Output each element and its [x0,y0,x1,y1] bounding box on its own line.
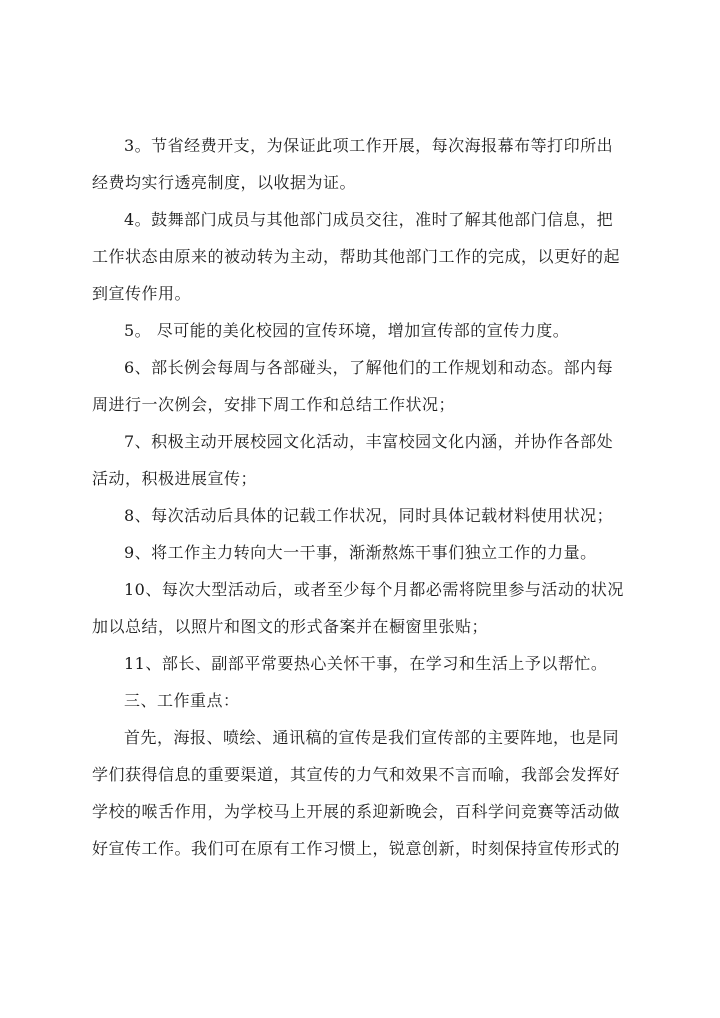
paragraph-line: 3。节省经费开支，为保证此项工作开展，每次海报幕布等打印所出 [124,136,614,155]
paragraph-line: 活动，积极进展宣传； [92,469,258,488]
paragraph-item-11 [92,645,632,682]
document-body [92,127,632,867]
paragraph-line: 工作状态由原来的被动转为主动，帮助其他部门工作的完成，以更好的起 [92,247,621,266]
paragraph-line: 学校的喉舌作用，为学校马上开展的系迎新晚会，百科学问竞赛等活动做 [92,802,621,821]
paragraph-item-7 [92,423,632,497]
paragraph-item-9 [92,534,632,571]
paragraph-line: 7、积极主动开展校园文化活动，丰富校园文化内涵，并协作各部处 [124,432,614,451]
paragraph-line: 经费均实行透亮制度，以收据为证。 [92,173,357,192]
section-heading-work-focus [92,682,632,719]
paragraph-line: 6、部长例会每周与各部碰头，了解他们的工作规划和动态。部内每 [124,358,614,377]
section-heading-text: 三、工作重点： [124,691,240,710]
paragraph-line: 11、部长、副部平常要热心关怀干事，在学习和生活上予以帮忙。 [124,654,608,673]
paragraph-item-5 [92,312,632,349]
paragraph-line: 5。 尽可能的美化校园的宣传环境，增加宣传部的宣传力度。 [124,321,570,340]
paragraph-item-3 [92,127,632,201]
paragraph-line: 好宣传工作。我们可在原有工作习惯上，锐意创新，时刻保持宣传形式的 [92,839,621,858]
paragraph-line: 学们获得信息的重要渠道，其宣传的力气和效果不言而喻，我部会发挥好 [92,765,621,784]
paragraph-work-focus [92,719,632,867]
paragraph-line: 8、每次活动后具体的记载工作状况，同时具体记载材料使用状况； [124,506,614,525]
paragraph-item-8 [92,497,632,534]
paragraph-line: 首先，海报、喷绘、通讯稿的宣传是我们宣传部的主要阵地，也是同 [124,728,620,747]
paragraph-item-6 [92,349,632,423]
paragraph-line: 9、将工作主力转向大一干事，渐渐熬炼干事们独立工作的力量。 [124,543,597,562]
paragraph-line: 周进行一次例会，安排下周工作和总结工作状况； [92,395,456,414]
paragraph-line: 到宣传作用。 [92,284,192,303]
paragraph-item-10 [92,571,632,645]
paragraph-line: 10、每次大型活动后，或者至少每个月都必需将院里参与活动的状况 [124,580,624,599]
paragraph-item-4 [92,201,632,312]
paragraph-line: 加以总结，以照片和图文的形式备案并在橱窗里张贴； [92,617,489,636]
paragraph-line: 4。鼓舞部门成员与其他部门成员交往，准时了解其他部门信息，把 [124,210,614,229]
